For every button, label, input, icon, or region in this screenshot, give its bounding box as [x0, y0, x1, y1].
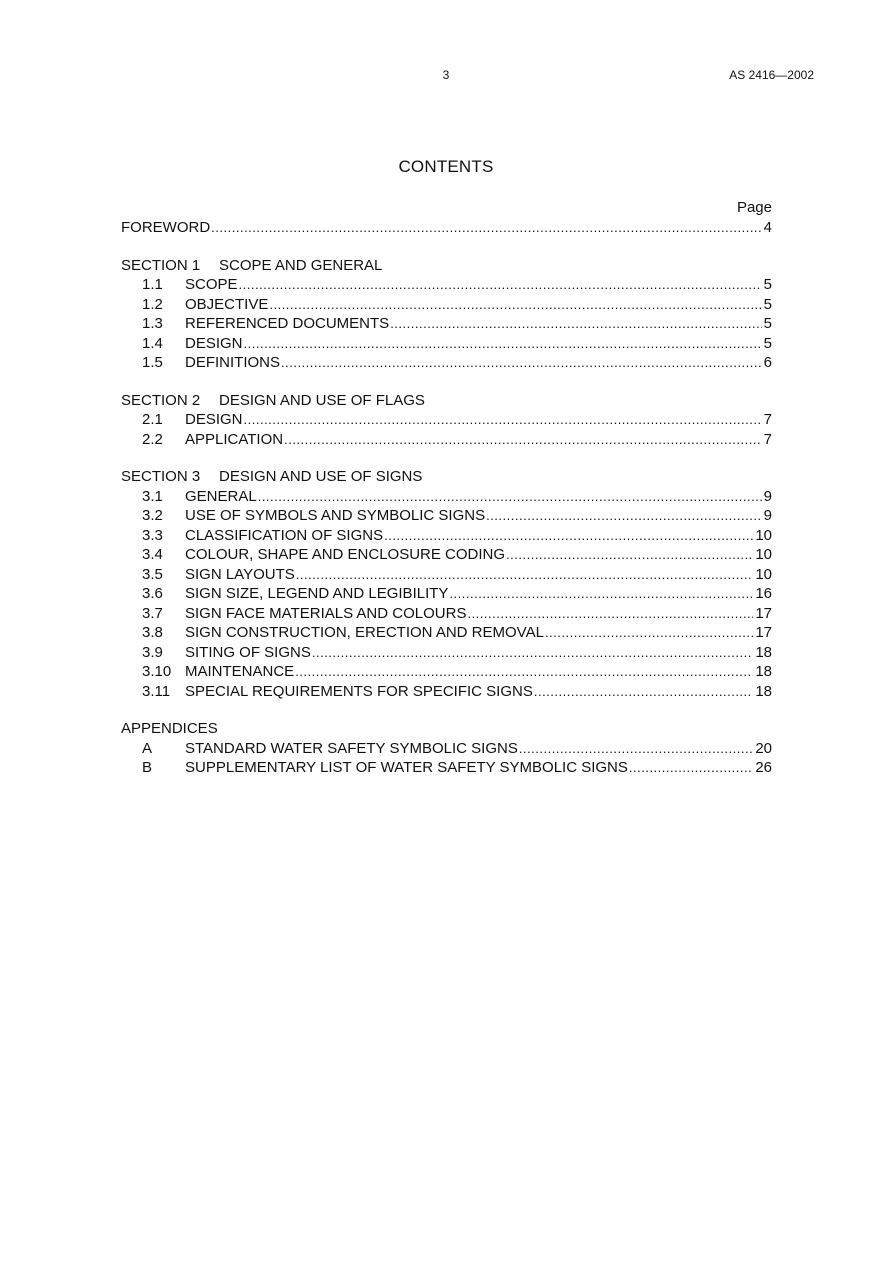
- toc-entry-title: SCOPE: [185, 276, 238, 293]
- toc-entry-number: 2.2: [142, 430, 163, 448]
- toc-entry[interactable]: [121, 682, 772, 702]
- toc-entry-page: 5: [763, 334, 772, 352]
- toc-entry-page: 10: [755, 546, 772, 563]
- toc-entry[interactable]: [121, 275, 772, 295]
- section-title: SCOPE AND GENERAL: [219, 256, 383, 274]
- toc-entry-title: SIGN SIZE, LEGEND AND LEGIBILITY: [185, 585, 449, 602]
- toc-entry[interactable]: [121, 643, 772, 663]
- toc-entry-number: 3.10: [142, 663, 172, 680]
- toc-entry-title: MAINTENANCE: [185, 663, 295, 680]
- toc-entry[interactable]: [121, 410, 772, 430]
- section-heading[interactable]: [121, 391, 772, 411]
- toc-entry-number: 2.1: [142, 411, 163, 428]
- appendices-heading[interactable]: [121, 719, 772, 739]
- toc-entry-number: 3.2: [142, 507, 163, 524]
- toc-entry-title: SPECIAL REQUIREMENTS FOR SPECIFIC SIGNS: [185, 682, 533, 700]
- toc-entry-page: 5: [763, 276, 772, 293]
- toc-entry-page: 9: [763, 487, 772, 505]
- dot-leader: [258, 487, 762, 507]
- toc-entry-number: 1.1: [142, 276, 163, 293]
- toc-entry[interactable]: [121, 662, 772, 682]
- dot-leader: [269, 295, 761, 315]
- toc-entry-page: 4: [763, 219, 772, 236]
- toc-entry-number: 3.6: [142, 585, 163, 602]
- toc-entry[interactable]: [121, 353, 772, 373]
- section-heading[interactable]: [121, 256, 772, 276]
- toc-entry-number: 3.8: [142, 624, 163, 641]
- toc-entry-title: STANDARD WATER SAFETY SYMBOLIC SIGNS: [185, 739, 518, 757]
- dot-leader: [390, 314, 761, 334]
- toc-entry[interactable]: [121, 506, 772, 526]
- section-label: SECTION 3: [121, 468, 201, 485]
- toc-entry-number: 3.9: [142, 643, 163, 661]
- dot-leader: [281, 353, 762, 373]
- dot-leader: [211, 218, 761, 238]
- toc-entry[interactable]: [121, 487, 772, 507]
- toc-entry[interactable]: [121, 526, 772, 546]
- dot-leader: [239, 275, 762, 295]
- section-title: DESIGN AND USE OF FLAGS: [219, 391, 425, 409]
- toc-entry-page: 18: [755, 663, 772, 680]
- section-title: DESIGN AND USE OF SIGNS: [219, 468, 423, 485]
- toc-entry-number: 1.3: [142, 315, 163, 332]
- toc-entry-title: DESIGN: [185, 411, 243, 428]
- dot-leader: [467, 604, 753, 624]
- toc-entry[interactable]: [121, 430, 772, 450]
- dot-leader: [244, 334, 762, 354]
- toc-entry-number: 3.4: [142, 546, 163, 563]
- toc-entry[interactable]: [121, 334, 772, 354]
- section-label: SECTION 2: [121, 391, 201, 409]
- toc-entry-title: GENERAL: [185, 487, 257, 505]
- toc-entry-page: 5: [763, 295, 772, 313]
- toc-entry-number: A: [142, 739, 153, 757]
- page-column-label: Page: [736, 199, 772, 216]
- toc-entry-number: 1.4: [142, 334, 163, 352]
- toc-entry-number: 1.5: [142, 354, 163, 371]
- toc-entry-page: 7: [763, 430, 772, 448]
- toc-entry[interactable]: [121, 295, 772, 315]
- toc-entry[interactable]: [121, 565, 772, 585]
- appendices-label: APPENDICES: [121, 720, 218, 737]
- toc-entry-title: DESIGN: [185, 334, 243, 352]
- toc-entry-number: 3.1: [142, 487, 163, 505]
- toc-entry-title: CLASSIFICATION OF SIGNS: [185, 526, 384, 544]
- toc-entry-foreword[interactable]: [121, 218, 772, 238]
- page-number: 3: [442, 68, 450, 82]
- toc-entry-page: 7: [763, 411, 772, 428]
- toc-entry[interactable]: [121, 758, 772, 778]
- dot-leader: [486, 506, 762, 526]
- dot-leader: [534, 682, 753, 702]
- toc-entry[interactable]: [121, 623, 772, 643]
- standard-identifier: AS 2416—2002: [729, 68, 814, 82]
- toc-entry-number: 3.3: [142, 526, 163, 544]
- toc-entry-title: FOREWORD: [121, 219, 211, 236]
- dot-leader: [506, 545, 753, 565]
- dot-leader: [284, 430, 762, 450]
- dot-leader: [295, 662, 753, 682]
- toc-entry-title: REFERENCED DOCUMENTS: [185, 315, 390, 332]
- toc-entry[interactable]: [121, 545, 772, 565]
- dot-leader: [545, 623, 753, 643]
- toc-entry-number: 3.11: [142, 682, 171, 700]
- dot-leader: [629, 758, 753, 778]
- toc-entry-page: 17: [755, 604, 772, 622]
- dot-leader: [384, 526, 753, 546]
- toc-entry-number: 3.5: [142, 565, 163, 583]
- toc-entry-page: 6: [763, 354, 772, 371]
- dot-leader: [296, 565, 754, 585]
- toc-entry-page: 18: [755, 643, 772, 661]
- toc-entry-title: DEFINITIONS: [185, 354, 281, 371]
- toc-entry-number: 3.7: [142, 604, 163, 622]
- dot-leader: [449, 584, 753, 604]
- toc-entry-title: SUPPLEMENTARY LIST OF WATER SAFETY SYMBOLIC SIGNS: [185, 759, 628, 776]
- toc-entry-title: APPLICATION: [185, 430, 284, 448]
- toc-entry-number: B: [142, 759, 153, 776]
- toc-entry-title: SIGN LAYOUTS: [185, 565, 295, 583]
- toc-entry-number: 1.2: [142, 295, 163, 313]
- toc-entry-page: 10: [755, 526, 772, 544]
- section-label: SECTION 1: [121, 256, 201, 274]
- toc-entry-page: 16: [755, 585, 772, 602]
- toc-entry[interactable]: [121, 739, 772, 759]
- toc-entry-title: COLOUR, SHAPE AND ENCLOSURE CODING: [185, 546, 506, 563]
- toc-entry-page: 9: [763, 507, 772, 524]
- toc-entry[interactable]: [121, 604, 772, 624]
- toc-entry-title: SIGN FACE MATERIALS AND COLOURS: [185, 604, 467, 622]
- toc-entry-page: 20: [755, 739, 772, 757]
- toc-entry-title: SIGN CONSTRUCTION, ERECTION AND REMOVAL: [185, 624, 544, 641]
- table-of-contents: [121, 218, 772, 778]
- toc-entry-page: 17: [755, 624, 772, 641]
- dot-leader: [244, 410, 762, 430]
- toc-entry-page: 10: [755, 565, 772, 583]
- toc-entry[interactable]: [121, 314, 772, 334]
- toc-entry-title: SITING OF SIGNS: [185, 643, 311, 661]
- dot-leader: [312, 643, 753, 663]
- toc-entry-page: 5: [763, 315, 772, 332]
- toc-entry-title: OBJECTIVE: [185, 295, 269, 313]
- toc-entry-page: 26: [755, 759, 772, 776]
- toc-entry[interactable]: [121, 584, 772, 604]
- toc-entry-page: 18: [755, 682, 772, 700]
- section-heading[interactable]: [121, 467, 772, 487]
- toc-entry-title: USE OF SYMBOLS AND SYMBOLIC SIGNS: [185, 507, 486, 524]
- contents-title: CONTENTS: [398, 157, 494, 176]
- dot-leader: [519, 739, 753, 759]
